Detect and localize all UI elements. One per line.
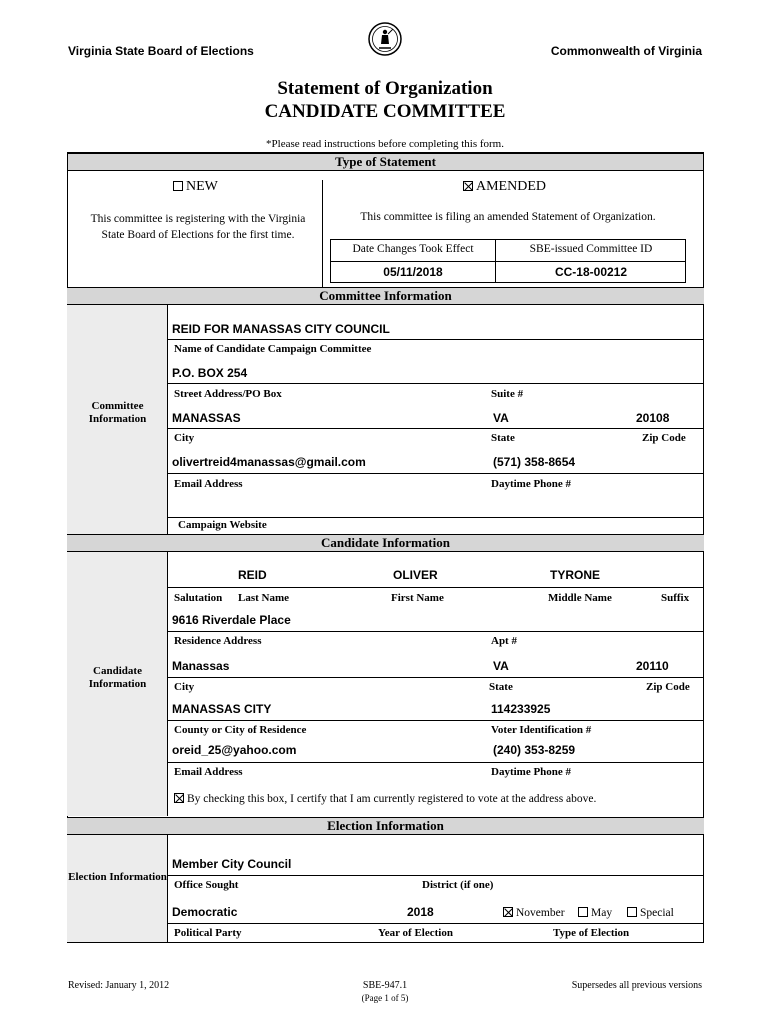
november-option[interactable] xyxy=(503,907,565,919)
election-office-label: Office Sought xyxy=(174,879,239,891)
committee-phone-label: Daytime Phone # xyxy=(491,478,572,490)
type-divider xyxy=(322,180,323,287)
november-label: November xyxy=(516,907,565,919)
date-changes-label: Date Changes Took Effect xyxy=(352,243,474,255)
candidate-suffix-label: Suffix xyxy=(661,592,690,604)
candidate-phone-label: Daytime Phone # xyxy=(491,766,572,778)
election-office-line xyxy=(168,875,704,876)
committee-city-line xyxy=(168,428,704,429)
november-checkbox[interactable] xyxy=(503,907,513,917)
election-district-label: District (if one) xyxy=(422,879,494,891)
certify-checkbox[interactable] xyxy=(174,793,184,803)
certify-text: By checking this box, I certify that I am currently registered to vote at the address above. xyxy=(187,793,597,805)
candidate-last-label: Last Name xyxy=(238,592,290,604)
candidate-residence-line xyxy=(168,631,704,632)
candidate-middle-value[interactable]: TYRONE xyxy=(550,568,601,582)
candidate-middle-label: Middle Name xyxy=(548,592,612,604)
candidate-first-label: First Name xyxy=(391,592,444,604)
header-left-text: Virginia State Board of Elections xyxy=(68,44,254,58)
election-party-line xyxy=(168,923,704,924)
election-office-value[interactable]: Member City Council xyxy=(172,857,292,871)
election-party-label: Political Party xyxy=(174,927,242,939)
type-of-statement-heading: Type of Statement xyxy=(68,153,703,171)
may-option[interactable] xyxy=(578,907,612,919)
candidate-name-line xyxy=(168,587,704,588)
candidate-email-value[interactable]: oreid_25@yahoo.com xyxy=(172,743,297,757)
election-side-label: Election Information xyxy=(68,871,167,883)
committee-name-value[interactable]: REID FOR MANASSAS CITY COUNCIL xyxy=(172,322,390,336)
new-checkbox[interactable] xyxy=(173,181,183,191)
candidate-first-value[interactable]: OLIVER xyxy=(393,568,438,582)
candidate-residence-value[interactable]: 9616 Riverdale Place xyxy=(172,613,291,627)
candidate-county-value[interactable]: MANASSAS CITY xyxy=(172,702,272,716)
page-title: Statement of Organization xyxy=(277,78,493,99)
candidate-email-line xyxy=(168,762,704,763)
new-label: NEW xyxy=(186,179,218,194)
candidate-apt-label: Apt # xyxy=(491,635,517,647)
special-label: Special xyxy=(640,907,674,919)
candidate-residence-label: Residence Address xyxy=(174,635,262,647)
committee-email-line xyxy=(168,473,704,474)
virginia-seal-icon xyxy=(368,22,402,56)
committee-suite-label: Suite # xyxy=(491,388,524,400)
page-subtitle: CANDIDATE COMMITTEE xyxy=(264,101,506,122)
new-option[interactable] xyxy=(173,179,218,195)
committee-state-value[interactable]: VA xyxy=(493,411,509,425)
committee-zip-value[interactable]: 20108 xyxy=(636,411,670,425)
committee-email-value[interactable]: olivertreid4manassas@gmail.com xyxy=(172,455,366,469)
header-right-text: Commonwealth of Virginia xyxy=(550,44,702,58)
amendment-details-box xyxy=(330,239,686,283)
instructions-note: *Please read instructions before completing this form. xyxy=(266,138,504,150)
candidate-county-label: County or City of Residence xyxy=(174,724,307,736)
certify-row[interactable] xyxy=(174,793,596,805)
candidate-email-label: Email Address xyxy=(174,766,243,778)
may-label: May xyxy=(591,907,613,919)
committee-city-value[interactable]: MANASSAS xyxy=(172,411,241,425)
may-checkbox[interactable] xyxy=(578,907,588,917)
committee-website-label: Campaign Website xyxy=(178,519,267,531)
committee-info-heading: Committee Information xyxy=(67,287,704,305)
footer-supersedes: Supersedes all previous versions xyxy=(571,980,702,991)
candidate-zip-label: Zip Code xyxy=(646,681,690,693)
date-box-row-line xyxy=(331,261,685,262)
committee-zip-label: Zip Code xyxy=(642,432,686,444)
election-info-heading: Election Information xyxy=(67,817,704,835)
committee-email-label: Email Address xyxy=(174,478,243,490)
candidate-salutation-label: Salutation xyxy=(174,592,223,604)
committee-street-value[interactable]: P.O. BOX 254 xyxy=(172,366,248,380)
candidate-city-line xyxy=(168,677,704,678)
footer-form-number: SBE-947.1 xyxy=(362,980,408,991)
candidate-voter-value[interactable]: 114233925 xyxy=(491,702,551,716)
candidate-city-value[interactable]: Manassas xyxy=(172,659,230,673)
election-type-label: Type of Election xyxy=(553,927,630,939)
amended-description: This committee is filing an amended Statement of Organization. xyxy=(360,211,656,223)
candidate-voter-label: Voter Identification # xyxy=(491,724,592,736)
committee-id-value[interactable]: CC-18-00212 xyxy=(554,265,628,279)
election-side-column xyxy=(67,835,168,942)
footer-page: (Page 1 of 5) xyxy=(361,993,409,1003)
candidate-info-heading: Candidate Information xyxy=(67,534,704,552)
election-year-label: Year of Election xyxy=(378,927,453,939)
candidate-county-line xyxy=(168,720,704,721)
committee-name-line xyxy=(168,339,704,340)
candidate-last-value[interactable]: REID xyxy=(238,568,267,582)
election-year-value[interactable]: 2018 xyxy=(407,905,434,919)
amended-label: AMENDED xyxy=(476,179,546,194)
amended-checkbox[interactable] xyxy=(463,181,473,191)
election-party-value[interactable]: Democratic xyxy=(172,905,238,919)
committee-state-label: State xyxy=(491,432,515,444)
candidate-state-value[interactable]: VA xyxy=(493,659,509,673)
committee-name-label: Name of Candidate Campaign Committee xyxy=(174,343,372,355)
candidate-side-label: Candidate Information xyxy=(88,665,147,690)
committee-website-line xyxy=(168,517,704,518)
committee-id-label: SBE-issued Committee ID xyxy=(529,243,653,255)
candidate-phone-value[interactable]: (240) 353-8259 xyxy=(493,743,576,757)
new-description: This committee is registering with the Virginia State Board of Elections for the first time. xyxy=(90,213,306,241)
date-changes-value[interactable]: 05/11/2018 xyxy=(383,265,443,279)
committee-street-label: Street Address/PO Box xyxy=(174,388,282,400)
candidate-state-label: State xyxy=(489,681,513,693)
committee-city-label: City xyxy=(174,432,195,444)
committee-phone-value[interactable]: (571) 358-8654 xyxy=(493,455,576,469)
candidate-zip-value[interactable]: 20110 xyxy=(636,659,669,673)
amended-option[interactable] xyxy=(463,179,546,195)
committee-street-line xyxy=(168,383,704,384)
candidate-city-label: City xyxy=(174,681,195,693)
footer-revised: Revised: January 1, 2012 xyxy=(68,980,170,991)
special-option[interactable] xyxy=(627,907,674,919)
committee-side-label: Committee Information xyxy=(88,400,147,425)
special-checkbox[interactable] xyxy=(627,907,637,917)
